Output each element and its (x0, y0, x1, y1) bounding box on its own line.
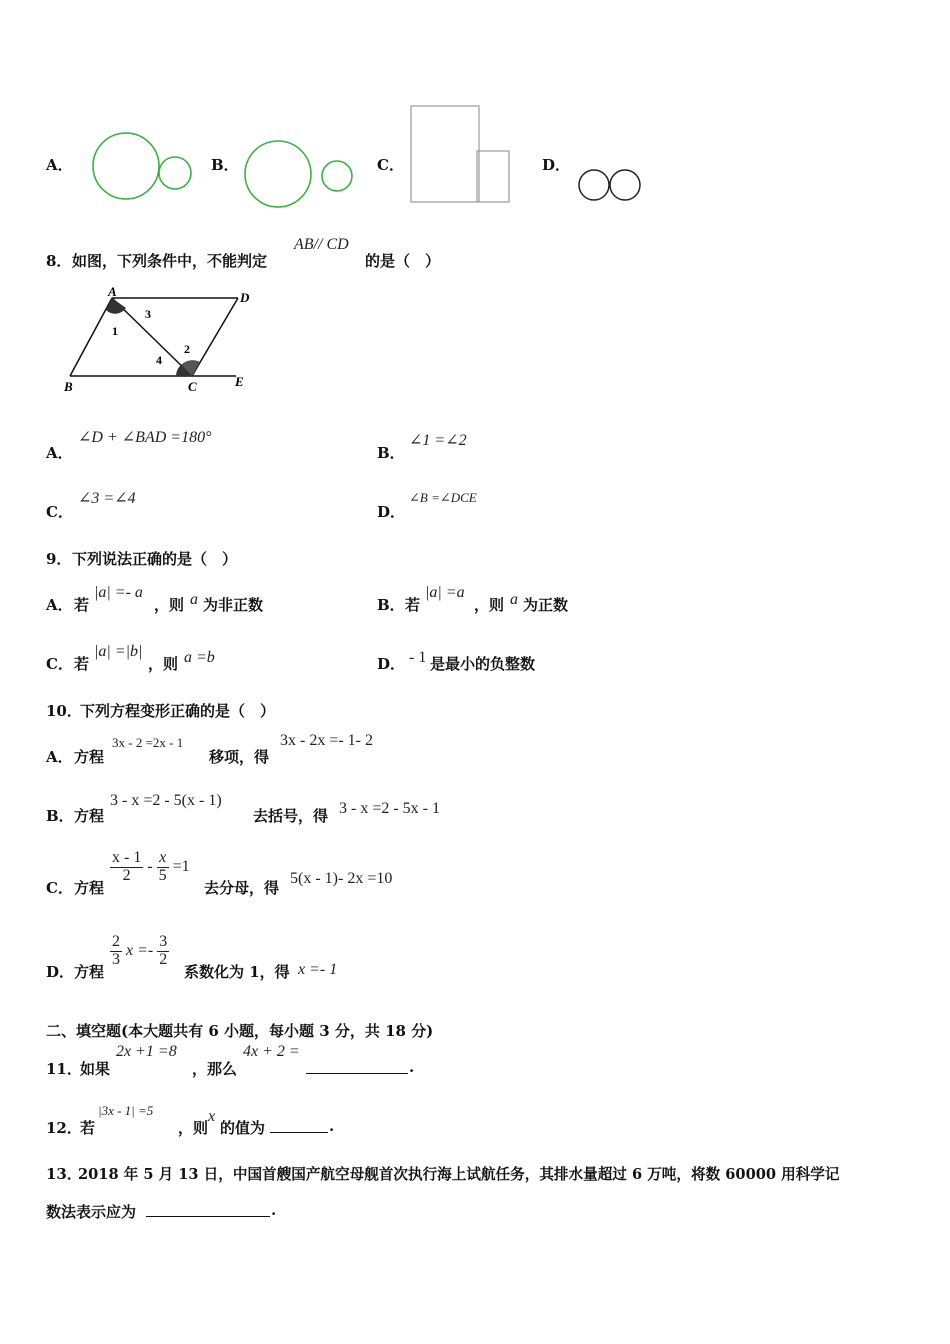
q10-option-a-label: A． (46, 748, 73, 766)
q7-option-a-figure (88, 128, 198, 206)
q10-c-minus: - (147, 857, 153, 875)
q10-a-eq: 3x - 2 =2x - 1 (112, 735, 184, 750)
q12-pre: 若 (80, 1119, 96, 1137)
q10-d-mid1: x =- (126, 941, 154, 959)
right-circle (610, 170, 640, 200)
q7-option-b-label: B． (211, 156, 239, 174)
point-b: B (64, 379, 73, 394)
q8-number: 8． (46, 252, 72, 270)
q10-d-equation (110, 934, 169, 969)
q9-c-pre: 若 (74, 655, 90, 673)
q9-b-var: a (510, 591, 518, 608)
angle-mark-a (106, 298, 126, 314)
q13-number: 13． (46, 1165, 82, 1183)
q9-c-math2: a =b (184, 649, 215, 666)
q11-mid: ，那么 (192, 1060, 238, 1078)
q9-c-math: |a| =|b| (94, 643, 143, 660)
q9-b-post: 为正数 (523, 596, 569, 614)
q10-d-f1-num: 2 (112, 933, 120, 950)
q9-a-pre: 若 (74, 596, 90, 614)
q10-d-fraction-1 (110, 934, 122, 969)
q10-option-b-label: B． (46, 807, 74, 825)
q10-option-c-label: C． (46, 879, 73, 897)
q12-end: . (329, 1117, 335, 1135)
small-rectangle (477, 151, 509, 202)
q12-math: |3x - 1| =5 (98, 1103, 154, 1118)
q11-answer-blank[interactable] (306, 1058, 408, 1074)
q10-c-f2-num: x (157, 850, 169, 868)
q13-answer-blank[interactable] (146, 1201, 270, 1217)
angle-label-4: 4 (156, 353, 162, 367)
point-d: D (240, 290, 250, 305)
q9-option-d-label: D． (377, 655, 406, 673)
q8-option-c-math: ∠3 =∠4 (78, 490, 136, 507)
section-2-heading: 二、填空题(本大题共有 6 小题，每小题 3 分，共 18 分) (46, 1022, 434, 1040)
q9-a-var: a (190, 591, 198, 608)
q9-stem: 下列说法正确的是（ ） (72, 550, 238, 568)
q9-option-c-label: C． (46, 655, 73, 673)
q10-c-pre: 方程 (74, 879, 105, 897)
q11-math: 2x +1 =8 (116, 1043, 177, 1060)
q10-b-mid: 去括号，得 (253, 807, 329, 825)
q11-end: . (409, 1058, 415, 1076)
point-e: E (235, 374, 244, 389)
q9-a-math: |a| =- a (94, 584, 143, 601)
q12-post: 的值为 (220, 1119, 266, 1137)
q10-b-res: 3 - x =2 - 5x - 1 (339, 800, 441, 817)
q12-number: 12． (46, 1119, 82, 1137)
q8-option-a-math: ∠D + ∠BAD =180° (78, 429, 212, 446)
q10-d-res: x =- 1 (298, 961, 338, 978)
q7-option-d-label: D． (542, 156, 571, 174)
q11-math2: 4x + 2 = (243, 1043, 300, 1060)
q9-a-mid: ，则 (154, 596, 185, 614)
large-circle (93, 133, 159, 199)
q10-a-mid: 移项，得 (209, 748, 270, 766)
q11-number: 11． (46, 1060, 82, 1078)
q10-c-mid: 去分母，得 (204, 879, 280, 897)
q8-math: AB// CD (294, 236, 349, 253)
large-rectangle (411, 106, 479, 202)
q10-d-fraction-2 (157, 934, 169, 969)
q12-answer-blank[interactable] (270, 1117, 328, 1133)
q10-option-d-label: D． (46, 963, 75, 981)
q8-option-a-label: A． (46, 444, 73, 462)
q9-b-mid: ，则 (474, 596, 505, 614)
q10-stem: 下列方程变形正确的是（ ） (80, 702, 276, 720)
q8-text-before: 如图，下列条件中，不能判定 (72, 252, 268, 270)
q11-pre: 如果 (80, 1060, 111, 1078)
q7-option-b-figure (240, 136, 360, 212)
q12-var: x (208, 1108, 216, 1125)
q9-d-math: - 1 (409, 649, 427, 666)
small-circle (159, 157, 191, 189)
q10-c-f1-den: 2 (122, 866, 131, 884)
small-circle (322, 161, 352, 191)
q10-c-equation (110, 850, 190, 885)
q10-c-eqtail: =1 (172, 857, 190, 875)
q13-end: . (271, 1201, 277, 1219)
q10-c-f2-den: 5 (158, 866, 167, 884)
q10-b-eq: 3 - x =2 - 5(x - 1) (110, 792, 222, 809)
point-a: A (108, 284, 117, 299)
q8-option-d-math: ∠B =∠DCE (409, 490, 477, 505)
q8-option-c-label: C． (46, 503, 73, 521)
large-circle (245, 141, 311, 207)
q10-c-f1-num: x - 1 (112, 849, 142, 866)
q10-a-res: 3x - 2x =- 1- 2 (280, 732, 374, 749)
q9-b-pre: 若 (405, 596, 421, 614)
angle-label-1: 1 (112, 324, 118, 338)
point-c: C (188, 379, 197, 394)
q13-line2: 数法表示应为 (46, 1203, 137, 1221)
q10-a-pre: 方程 (74, 748, 105, 766)
q7-option-d-figure (574, 166, 646, 204)
q9-option-a-label: A． (46, 596, 73, 614)
q10-b-pre: 方程 (74, 807, 105, 825)
q10-c-res: 5(x - 1)- 2x =10 (290, 870, 393, 887)
q13-line1: 2018 年 5 月 13 日，中国首艘国产航空母舰首次执行海上试航任务，其排水量超过 6 万吨，将数 60000 用科学记 (78, 1166, 840, 1183)
q10-c-fraction-1 (110, 850, 143, 885)
q10-d-pre: 方程 (74, 963, 105, 981)
q9-d-post: 是最小的负整数 (430, 655, 536, 673)
q10-number: 10． (46, 702, 82, 720)
angle-label-2: 2 (184, 342, 190, 356)
q7-option-a-label: A． (46, 156, 73, 174)
q10-c-fraction-2 (157, 850, 169, 885)
q7-option-c-label: C． (377, 156, 404, 174)
q10-d-f2-num: 3 (159, 933, 168, 950)
q9-b-math: |a| =a (425, 584, 465, 601)
q9-number: 9． (46, 550, 72, 568)
q10-d-f1-den: 3 (112, 950, 120, 968)
q10-d-mid: 系数化为 1，得 (184, 963, 290, 981)
q9-a-post: 为非正数 (203, 596, 264, 614)
q12-mid: ，则 (178, 1119, 209, 1137)
q9-option-b-label: B． (377, 596, 405, 614)
q8-text-after: 的是（ ） (365, 252, 441, 270)
angle-label-3: 3 (145, 307, 151, 321)
parallelogram-figure (58, 284, 258, 396)
q10-d-f2-den: 2 (159, 950, 168, 968)
left-circle (579, 170, 609, 200)
q9-c-mid: ，则 (148, 655, 179, 673)
q8-option-b-math: ∠1 =∠2 (409, 432, 467, 449)
q7-option-c-figure (406, 102, 516, 206)
q8-option-d-label: D． (377, 503, 406, 521)
q8-option-b-label: B． (377, 444, 405, 462)
